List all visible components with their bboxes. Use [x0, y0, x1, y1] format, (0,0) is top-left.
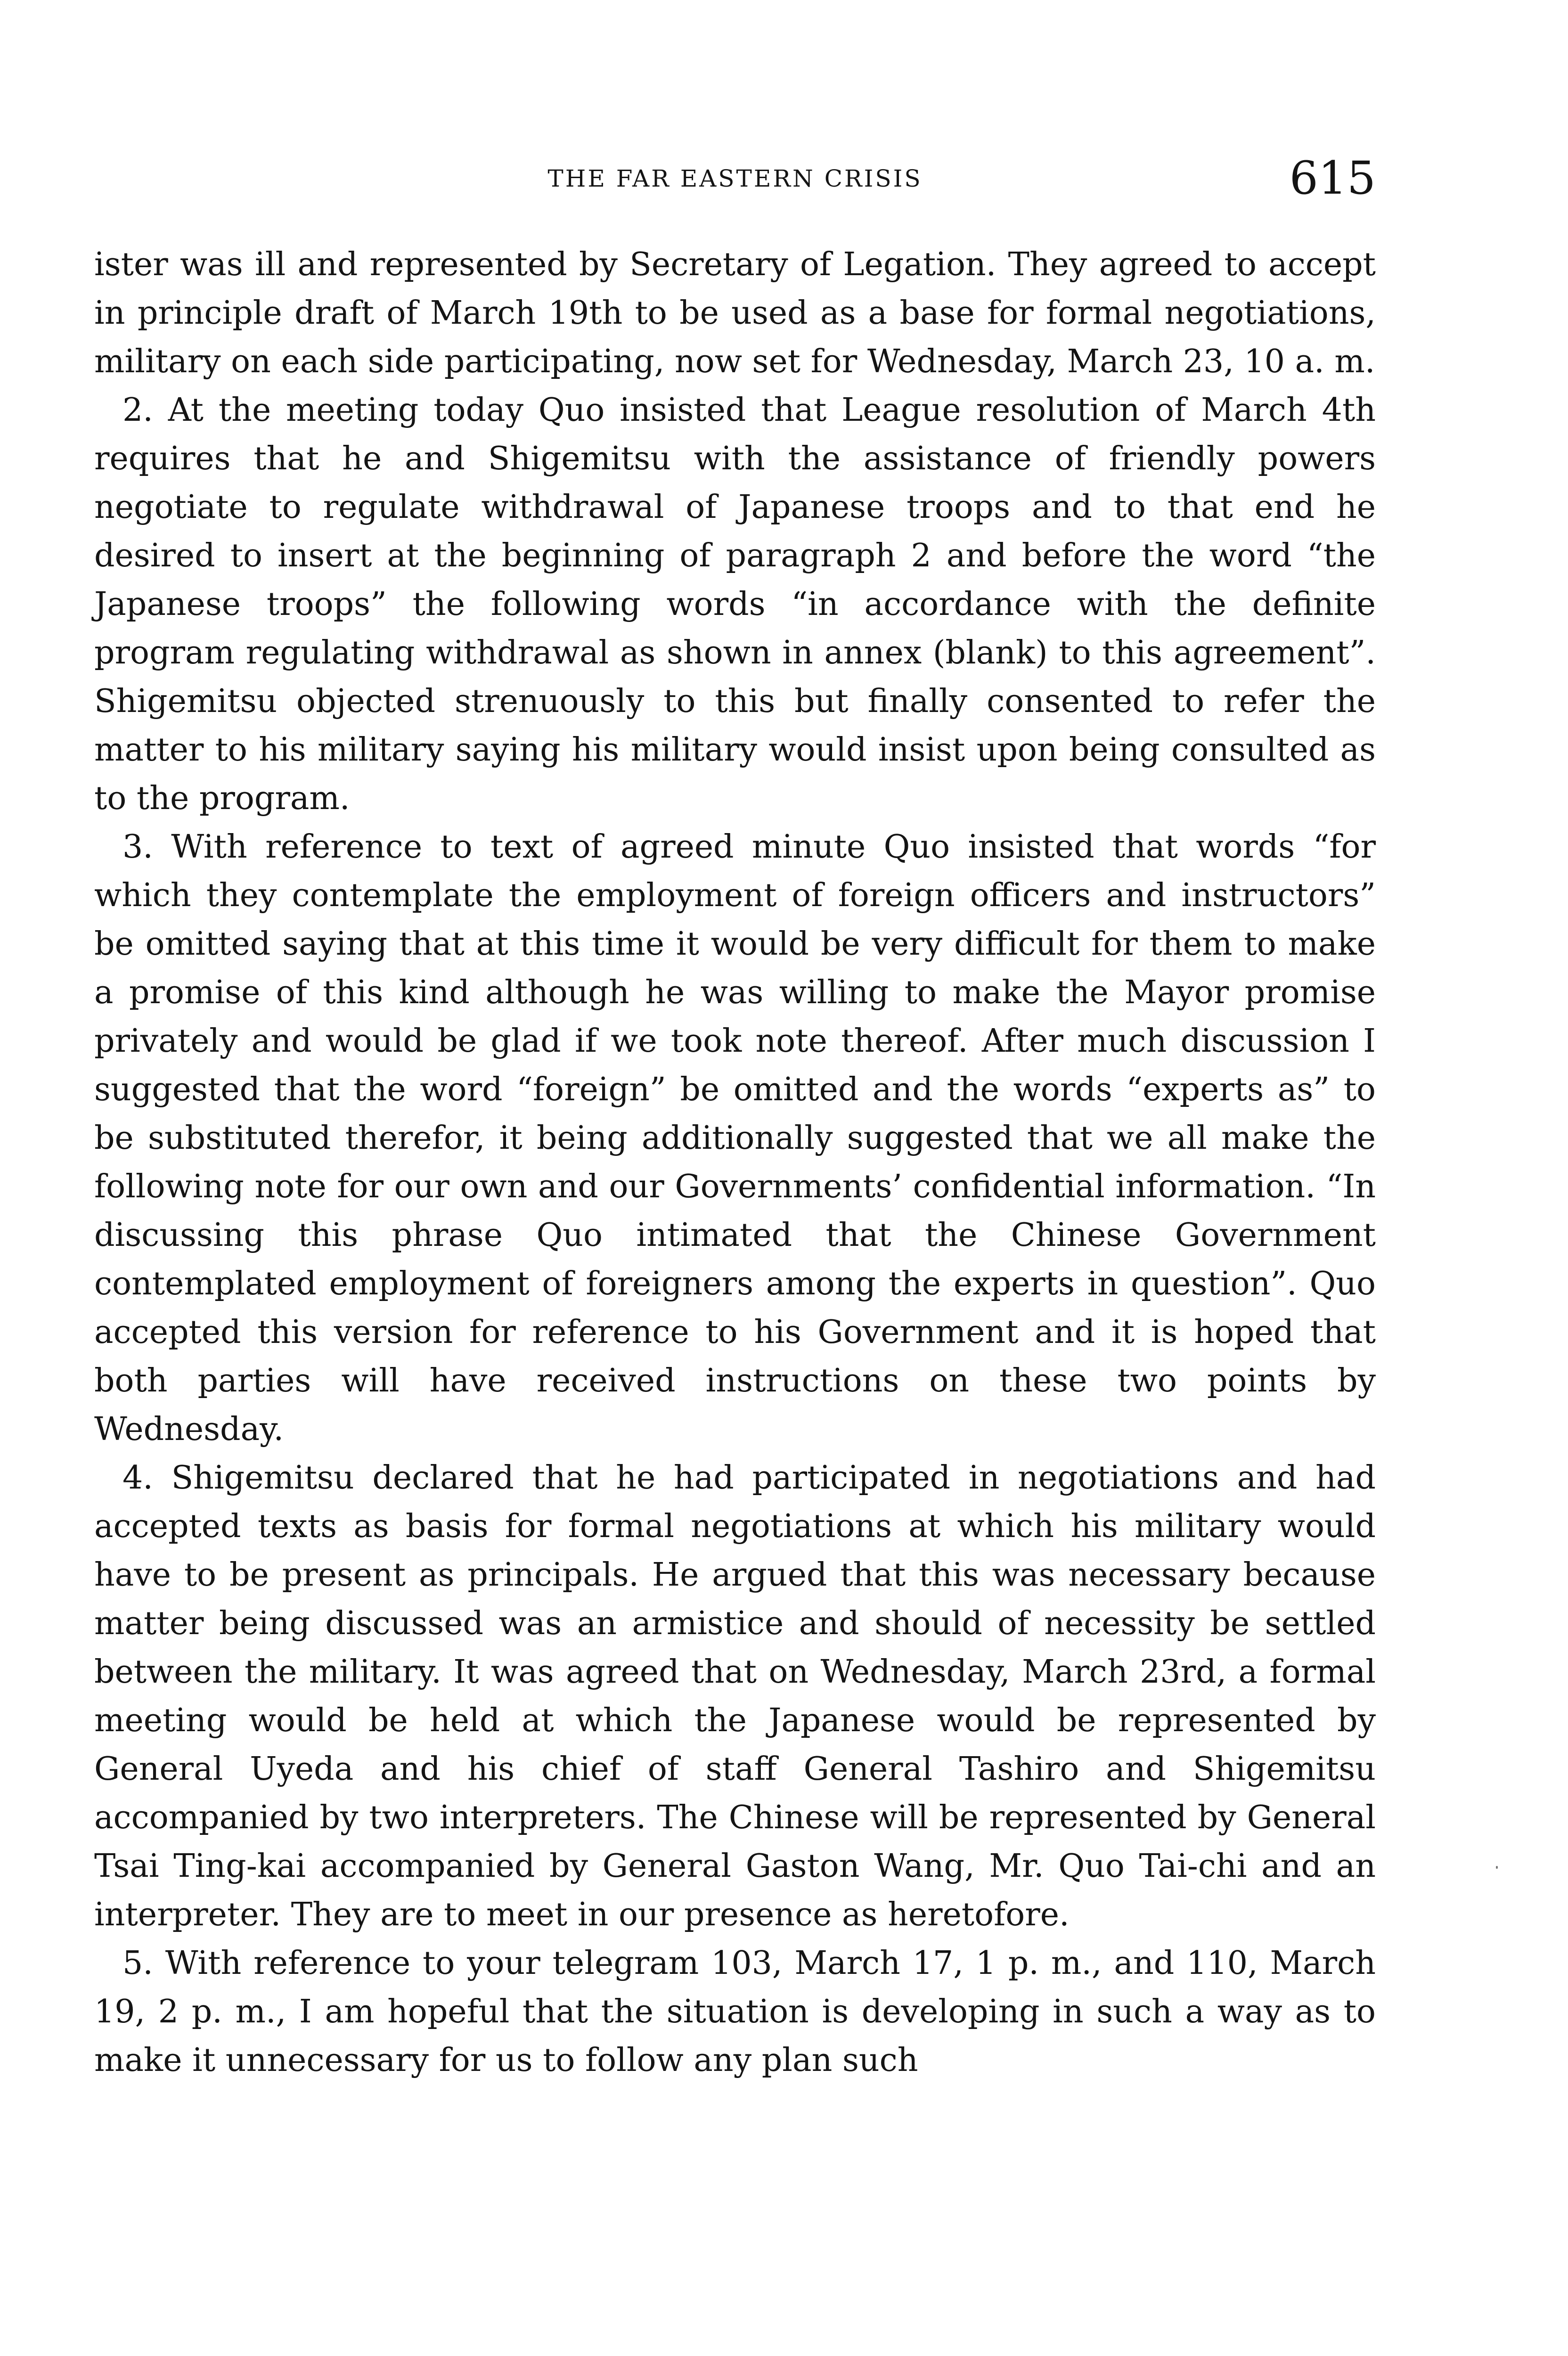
body-text [94, 240, 1376, 2085]
running-title: THE FAR EASTERN CRISIS [547, 165, 923, 192]
paragraph-5: 5. With reference to your telegram 103, March 17, 1 p. m., and 110, March 19, 2 p. m., I am hopeful that the situation is developing in such a way as to make it unnecessary for us to follow any plan such [94, 1945, 1376, 2079]
paragraph-1: ister was ill and represented by Secretary of Legation. They agreed to accept in principle draft of March 19th to be used as a base for formal negotiations, military on each side participating, now set for Wednesday, March 23, 10 a. m. [94, 246, 1376, 380]
page-number: 615 [1289, 152, 1376, 205]
paragraph-4: 4. Shigemitsu declared that he had participated in negotiations and had accepted texts as basis for formal negotiations at which his military would have to be present as principals. He argued that this was necessary because matter being discussed was an armistice and should of necessity be settled between the military. It was agreed that on Wednesday, March 23rd, a formal meeting would be held at which the Japanese would be represented by General Uyeda and his chief of staff General Tashiro and Shigemitsu accompanied by two interpreters. The Chinese will be represented by General Tsai Ting-kai accompanied by General Gaston Wang, Mr. Quo Tai-chi and an interpreter. They are to meet in our presence as heretofore. [94, 1459, 1376, 1933]
paragraph-2: 2. At the meeting today Quo insisted that League resolution of March 4th requires that he and Shigemitsu with the assistance of friendly powers negotiate to regulate withdrawal of Japanese troops and to that end he desired to insert at the beginning of paragraph 2 and before the word “the Japanese troops” the following words “in accordance with the definite program regulating withdrawal as shown in annex (blank) to this agreement”. Shigemitsu objected strenuously to this but finally consented to refer the matter to his military saying his military would insist upon being consulted as to the program. [94, 392, 1376, 817]
paragraph-3: 3. With reference to text of agreed minute Quo insisted that words “for which they contemplate the employment of foreign officers and instructors” be omitted saying that at this time it would be very difficult for them to make a promise of this kind although he was willing to make the Mayor promise privately and would be glad if we took note thereof. After much discussion I suggested that the word “foreign” be omitted and the words “experts as” to be substituted therefor, it being additionally suggested that we all make the following note for our own and our Governments’ confidential information. “In discussing this phrase Quo intimated that the Chinese Government contemplated employment of foreigners among the experts in question”. Quo accepted this version for reference to his Government and it is hoped that both parties will have received instructions on these two points by Wednesday. [94, 828, 1376, 1448]
scan-speck [1496, 1866, 1498, 1869]
running-header [94, 152, 1376, 221]
